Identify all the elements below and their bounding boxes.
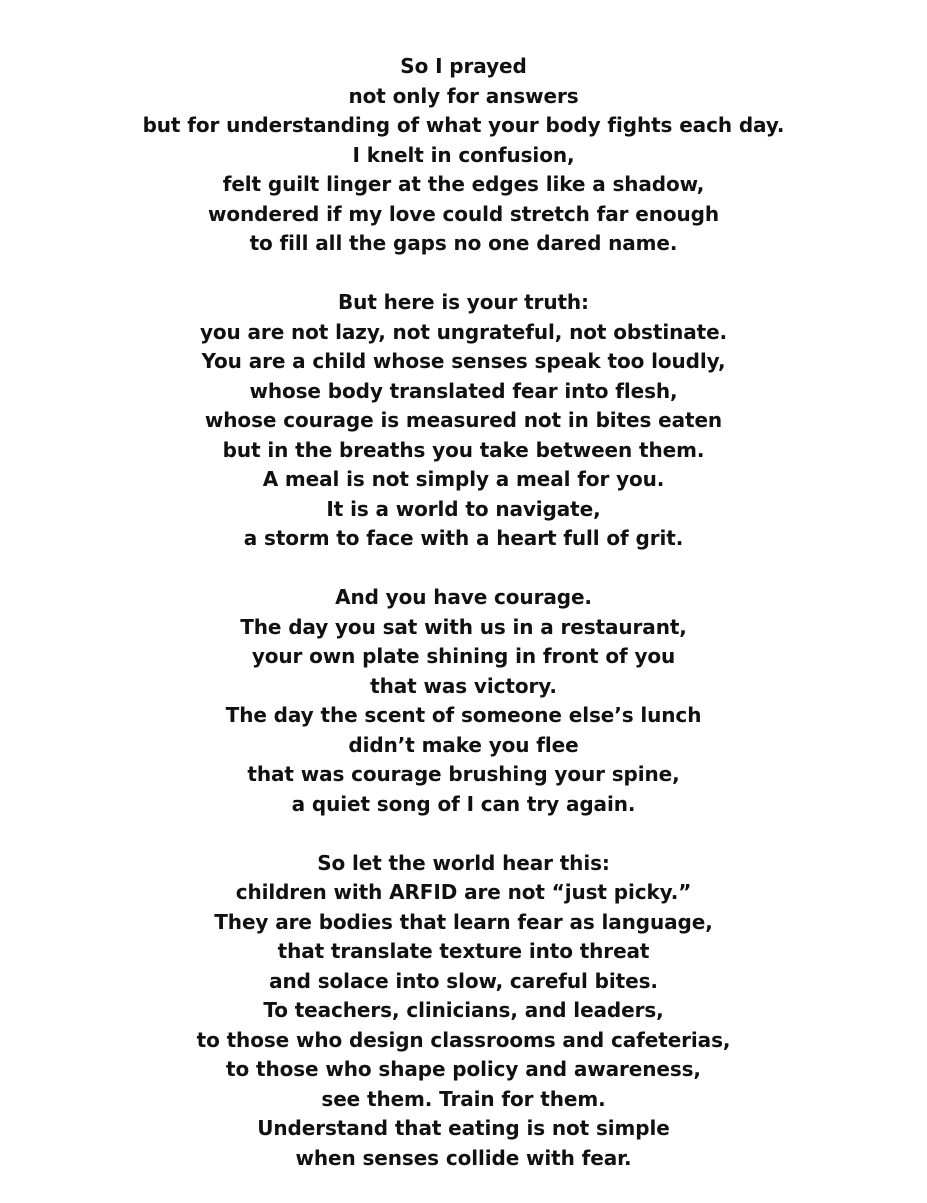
poem-line: wondered if my love could stretch far enough (207, 201, 719, 226)
poem-page (0, 52, 927, 1203)
poem-line: your own plate shining in front of you (251, 644, 676, 668)
stanza-2 (0, 288, 927, 554)
poem-line: a storm to face with a heart full of grit. (243, 526, 684, 550)
poem-line: So let the world hear this: (317, 850, 610, 875)
poem-line: Understand that eating is not simple (257, 1116, 670, 1140)
poem-line: whose courage is measured not in bites eaten (204, 408, 723, 432)
poem-line: but for understanding of what your body fights each day. (142, 113, 785, 137)
stanza-4 (0, 849, 927, 1174)
poem-line: The day the scent of someone else’s lunch (225, 703, 702, 727)
poem-line: when senses collide with fear. (295, 1145, 632, 1170)
poem-line: They are bodies that learn fear as language, (214, 909, 713, 934)
poem-line: You are a child whose senses speak too loudly, (201, 349, 726, 373)
poem-line: and solace into slow, careful bites. (269, 968, 658, 993)
poem-line: to those who design classrooms and cafeterias, (196, 1027, 731, 1052)
poem-line: you are not lazy, not ungrateful, not obstinate. (199, 319, 728, 344)
poem-line: And you have courage. (335, 585, 592, 609)
poem-line: To teachers, clinicians, and leaders, (263, 998, 664, 1022)
poem-line: It is a world to navigate, (326, 496, 601, 521)
poem-line: to those who shape policy and awareness, (226, 1057, 701, 1081)
poem-line: to fill all the gaps no one dared name. (249, 231, 678, 255)
poem-line: The day you sat with us in a restaurant, (240, 614, 687, 639)
poem-line: see them. Train for them. (321, 1086, 606, 1111)
poem-line: A meal is not simply a meal for you. (262, 467, 665, 491)
poem-line: So I prayed (400, 54, 527, 78)
poem-line: didn’t make you flee (348, 732, 579, 757)
poem-line: But here is your truth: (338, 290, 589, 314)
poem-line: but in the breaths you take between them. (222, 437, 705, 462)
poem-line: a quiet song of I can try again. (291, 791, 636, 816)
stanza-3 (0, 583, 927, 819)
poem-line: felt guilt linger at the edges like a shadow, (222, 172, 705, 196)
poem-line: that was courage brushing your spine, (247, 762, 680, 786)
poem-line: children with ARFID are not “just picky.” (235, 880, 692, 904)
poem-line: that translate texture into threat (277, 939, 650, 963)
poem-line: whose body translated fear into flesh, (249, 378, 678, 403)
poem-line: I knelt in confusion, (352, 142, 575, 167)
stanza-1 (0, 52, 927, 259)
poem-line: not only for answers (348, 83, 579, 108)
poem-line: that was victory. (370, 673, 557, 698)
